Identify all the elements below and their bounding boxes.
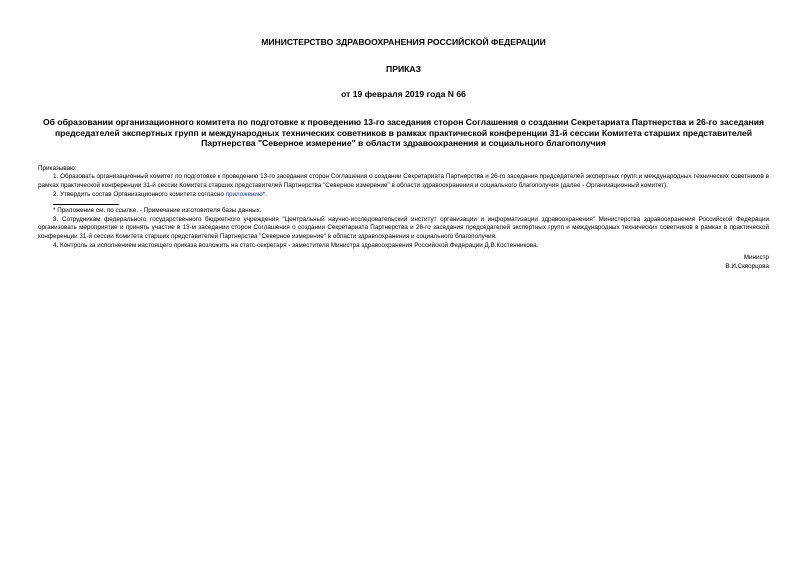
signature-block	[38, 253, 769, 271]
order-item-2	[38, 191, 769, 200]
order-date: от 19 февраля 2019 года N 66	[341, 89, 466, 99]
order-item-2-suffix: *.	[262, 190, 267, 198]
order-item-2-text: 2. Утвердить состав Организационного комитета согласно	[53, 190, 226, 198]
footnote: * Приложение см. по ссылке. - Примечание изготовителя базы данных.	[53, 207, 262, 215]
ministry-heading: МИНИСТЕРСТВО ЗДРАВООХРАНЕНИЯ РОССИЙСКОЙ ФЕДЕРАЦИИ	[261, 37, 546, 47]
appendix-link[interactable]: приложению	[225, 190, 263, 198]
document-page	[38, 30, 769, 272]
order-item-1: 1. Образовать организационный комитет по подготовке к проведению 13-го заседания сторон Соглашения о создании Секретариата Партнерства и 26-го заседания председателей экспертных групп и международных технических советников в рамках практической конференции 31-й сессии Комитета старших представителей Партнерства "Северное измерение" в области здравоохранения и социального благополучия (далее - Организационный комитет).	[38, 173, 769, 189]
order-item-4: 4. Контроль за исполнением настоящего приказа возложить на статс-секретаря - заместителя Министра здравоохранения Российской Федерации Д.В.Костенникова.	[53, 241, 539, 249]
order-item-3: 3. Сотрудникам федерального государственного бюджетного учреждения "Центральный научно-исследовательский институт организации и информатизации здравоохранения" Министерства здравоохранения Российской Федерации организовать мероприятие и принять участие в 13-м заседании сторон Соглашения о создании Секретариата Партнерства и 26-го заседания председателей экспертных групп и международных технических советников в рамках в практической конференции 31-й сессии Комитета старших представителей Партнерства "Северное измерение" в области здравоохранения и социального благополучия.	[38, 215, 769, 240]
footnote-divider	[53, 204, 119, 205]
order-heading: ПРИКАЗ	[386, 64, 421, 74]
signature-name: В.И.Скворцова	[725, 263, 769, 271]
preamble: Приказываю:	[38, 164, 77, 172]
order-subject: Об образовании организационного комитета по подготовке к проведению 13-го заседания сторон Соглашения о создании Секретариата Партнерства и 26-го заседания председателей экспертных групп и международных технических советников в рамках практической конференции 31-й сессии Комитета старших представителей Партнерства "Северное измерение" в области здравоохранения и социального благополучия	[42, 117, 765, 149]
signature-title: Министр	[743, 254, 769, 262]
